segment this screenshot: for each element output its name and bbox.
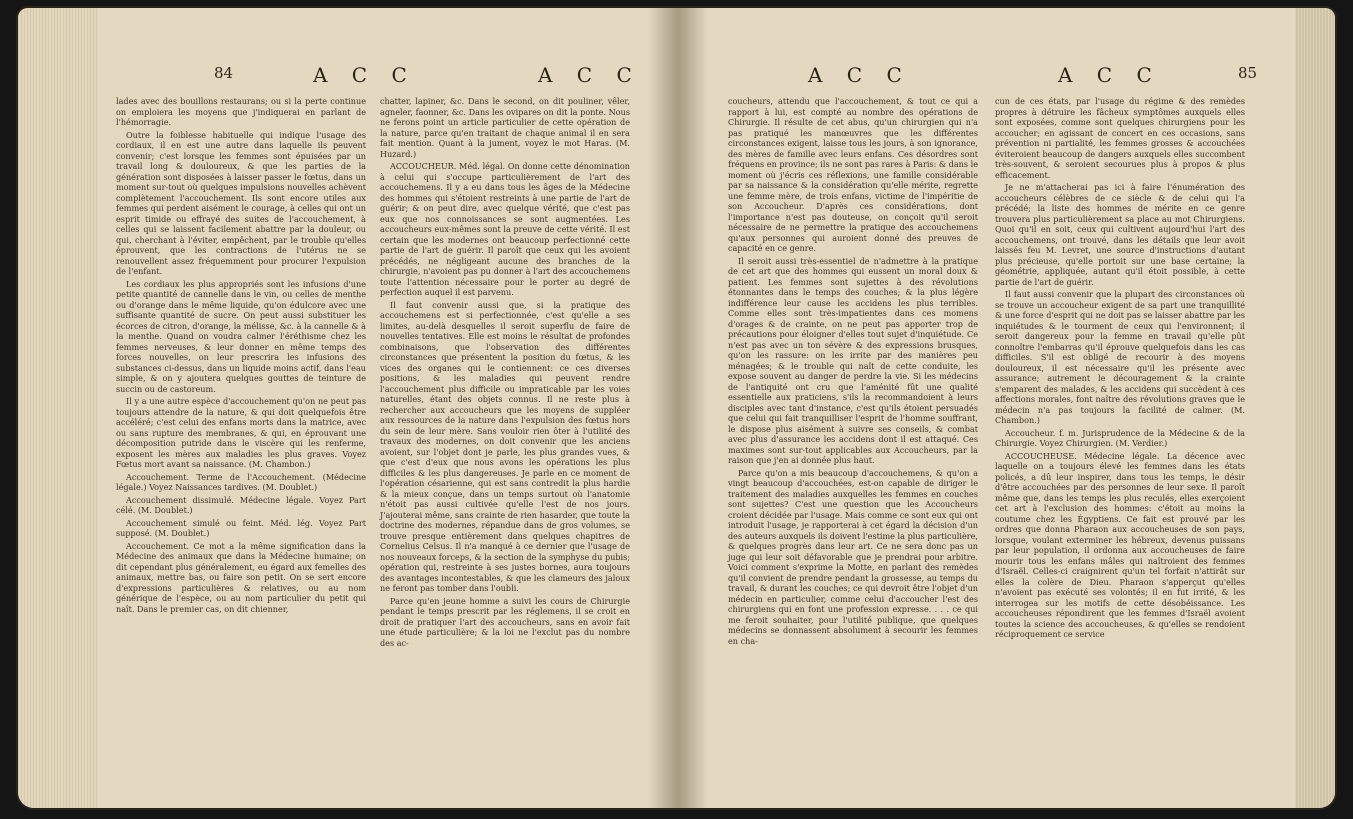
paragraph: chatter, lapiner, &c. Dans le second, on dit pouliner, vêler, agneler, faonner, &c. Dans les ovipares on dit la ponte. Nous ne ferons point un article particulier de cette opération de la nature, parce qu'en traitant de chaque animal il en sera fait mention. Quant à la jument, voyez le mot Haras. (M. Huzard.): [380, 96, 630, 159]
running-head-left-col2: A C C: [538, 63, 641, 87]
paragraph: Il seroit aussi très-essentiel de n'admettre à la pratique de cet art que des hommes qui eussent un moral doux & patient. Les femmes sont sujettes à des révolutions étonnantes dans le temps des couches; & la plus légère indifférence leur cause les accidens les plus terribles. Comme elles sont très-impatientes dans ces momens d'orages & de crainte, on ne peut pas apporter trop de précautions pour éloigner d'elles tout sujet d'inquiétude. Ce n'est pas avec un ton sévère & des expressions brusques, qu'on les rassure: on les irrite par des manières peu ménagées; & le trouble qui naît de cette conduite, les expose souvent au danger de perdre la vie. Si les médecins de l'antiquité ont cru que l'aménité fût une qualité essentielle aux praticiens, s'ils la recommandoient à leurs disciples avec tant d'instance, c'est qu'ils étoient persuadés que celui qui fait tranquilliser l'esprit de l'homme souffrant, le dispose plus aisément à suivre ses conseils, & combat avec plus d'assurance les accidens dont il est attaqué. Ces maximes sont sur-tout applicables aux Accoucheurs, par la raison que j'en ai donnée plus haut.: [728, 255, 978, 465]
paragraph: Accouchement. Ce mot a la même signification dans la Médecine des animaux que dans la Médecine humaine; on dit cependant plus généralement, eu égard aux femelles des animaux, mettre bas, ou faire son petit. On se sert encore d'expressions particulières & relatives, ou au nom générique de l'espèce, ou au nom particulier du petit qui naît. Dans le premier cas, on dit chienner,: [116, 540, 366, 614]
page-edge-right: [1295, 8, 1335, 808]
right-page-column-2: [995, 96, 1245, 642]
paragraph: coucheurs, attendu que l'accouchement, & tout ce qui a rapport à lui, est compté au nombre des opérations de Chirurgie. Il résulte de cet abus, qu'un chirurgien qui n'a pas pratiqué les manœuvres que les différentes circonstances exigent, laisse tous les jours, à son ignorance, des mères de famille avec leurs enfans. Ces désordres sont fréquens en province; ils ne sont pas rares à Paris: & dans le moment où j'écris ces réflexions, une famille considérable par sa naissance & la considération qu'elle mérite, regrette une femme mère, de trois enfans, victime de l'impéritie de son Accoucheur. D'après ces considérations, dont l'importance n'est pas douteuse, on conçoit qu'il seroit nécessaire de ne permettre la pratique des accouchemens qu'aux personnes qui auroient donné des preuves de capacité en ce genre.: [728, 96, 978, 253]
paragraph: ACCOUCHEUSE. Médecine légale. La décence avec laquelle on a toujours élevé les femmes dans les états policés, a dû leur inspirer, dans tous les temps, le désir d'être accouchées par des personnes de leur sexe. Il paroît même que, dans les temps les plus reculés, elles exerçoient cet art à l'exclusion des hommes: c'étoit au moins la coutume chez les Égyptiens. Ce fait est prouvé par les ordres que donna Pharaon aux accoucheuses de son pays, lorsque, voulant exterminer les hébreux, devenus puissans par leur population, il ordonna aux accoucheuses de faire mourir tous les enfans mâles qui naîtroient des femmes d'Israël. Celles-ci craignirent qu'un tel forfait n'attirât sur elles la colère de Dieu. Pharaon s'apperçut qu'elles n'avoient pas exécuté ses volontés; il en fut irrité, & les interrogea sur les motifs de cette désobéissance. Les accoucheuses répondirent que les femmes d'Israël avoient toutes la science des accoucheuses, & qu'elles se rendoient réciproquement ce service: [995, 450, 1245, 639]
book-spread: [18, 8, 1335, 808]
paragraph: ACCOUCHEUR. Méd. légal. On donne cette dénomination à celui qui s'occupe particulièrement de l'art des accouchemens. Il y a eu dans tous les âges de la Médecine des hommes qui s'étoient restreints à une partie de l'art de guérir; & on peut dire, avec quelque vérité, que c'est pas eux que nos connoissances se sont augmentées. Les accoucheurs eux-mêmes sont la preuve de cette vérité. Il est certain que les modernes ont beaucoup perfectionné cette partie de l'art de guérir. Il paroît que ceux qui les avoient précédés, ne négligeant aucune des branches de la chirurgie, n'avoient pas pu donner à l'art des accouchemens toute l'attention nécessaire pour le porter au degré de perfection auquel il est parvenu.: [380, 161, 630, 297]
paragraph: cun de ces états, par l'usage du régime & des remèdes propres à détruire les fâcheux symptômes auxquels elles sont exposées, comme sont quelques chirurgiens pour les accoucher; en agissant de concert en ces occasions, sans prévention ni partialité, les femmes grosses & accouchées éviteroient beaucoup de dangers auxquels elles succombent très-souvent, & seroient secourues plus à propos & plus efficacement.: [995, 96, 1245, 180]
paragraph: Il y a une autre espèce d'accouchement qu'on ne peut pas toujours attendre de la nature, & qui doit quelquefois être accéléré; c'est celui des enfans morts dans la matrice, avec ou sans rupture des membranes, & qui, en éprouvant une décomposition putride dans le viscère qui les renferme, exposent les mères aux maladies les plus graves. Voyez Fœtus mort avant sa naissance. (M. Chambon.): [116, 396, 366, 469]
page-number-left: 84: [214, 64, 234, 82]
paragraph: Accouchement dissimulé. Médecine légale. Voyez Part célé. (M. Doublet.): [116, 494, 366, 515]
page-number-right: 85: [1238, 64, 1258, 82]
paragraph: Les cordiaux les plus appropriés sont les infusions d'une petite quantité de cannelle dans le vin, ou celles de menthe ou d'orange dans le même liquide, qu'on édulcore avec une suffisante quantité de sucre. On peut aussi substituer les écorces de citron, d'orange, la mélisse, &c. à la cannelle & à la menthe. Quand on voudra calmer l'éréthisme chez les femmes nerveuses, & leur donner en même temps des forces nouvelles, on leur prescrira les infusions des substances ci-dessus, dans un liquide moins actif, dans l'eau simple, & on y ajoutera quelques gouttes de teinture de succin ou de castoreum.: [116, 278, 366, 394]
paragraph: Parce qu'on a mis beaucoup d'accouchemens, & qu'on a vingt beaucoup d'accouchées, est-on capable de diriger le traitement des maladies auxquelles les femmes en couches sont sujettes? C'est une question que les Accoucheurs croient décidée par l'usage. Mais comme ce sont eux qui ont introduit l'usage, je rapporterai à cet égard la décision d'un des auteurs auxquels ils doivent l'estime la plus particulière, & quelques progrès dans leur art. Ce ne sera donc pas un juge qui leur soit défavorable que je prendrai pour arbitre. Voici comment s'exprime la Motte, en parlant des remèdes qu'il convient de prendre pendant la grossesse, au temps du travail, & durant les couches; ce qui devroit être l'objet d'un médecin en particulier, comme celui d'accoucher l'est des chirurgiens qui en font une profession expresse. . . . ce qui me feroit souhaiter, pour l'utilité publique, que quelques médecins se donnassent absolument à secourir les femmes en cha-: [728, 467, 978, 646]
paragraph: Il faut convenir aussi que, si la pratique des accouchemens est si perfectionnée, c'est qu'elle a ses limites, au-delà desquelles il seroit superflu de faire de nouvelles tentatives. Elle est moins le résultat de profondes combinaisons, que l'observation des différentes circonstances que présentent la position du fœtus, & les vices des organes qui le contiennent: ce ces diverses positions, & les maladies qui peuvent rendre l'accouchement plus difficile ou impraticable par les voies naturelles, étant des objets connus. Il ne reste plus à rechercher aux accoucheurs que les moyens de suppléer aux ressources de la nature dans l'expulsion des fœtus hors du sein de leur mère. Sans vouloir rien ôter à l'utilité des travaux des modernes, on doit convenir que les anciens avoient, sur l'objet dont je parle, les plus grandes vues, & que c'est d'eux que nous avons les opérations les plus difficiles & les plus dangereuses. Je parle en ce moment de l'opération césarienne, qui est sans contredit la plus hardie & la mieux conçue, dans un temps surtout où l'anatomie n'étoit pas aussi cultivée qu'elle l'est de nos jours. J'ajouterai même, sans crainte de rien hasarder, que toute la doctrine des modernes, répandue dans de gros volumes, se trouve presque entièrement dans quelques chapitres de Cornelius Celsus. Il n'a manqué à ce dernier que l'usage de nos nouveaux forceps, & la section de la symphyse du pubis; opération qui, restreinte à ses justes bornes, aura toujours des avantages incontestables, & que les clameurs des jaloux ne feront pas tomber dans l'oubli.: [380, 299, 630, 593]
running-head-left-col1: A C C: [313, 63, 416, 87]
running-head-right-col2: A C C: [1058, 63, 1161, 87]
paragraph: lades avec des bouillons restaurans; ou si la perte continue on emploiera les moyens que j'indiquerai en parlant de l'hémorragie.: [116, 96, 366, 127]
left-page-column-2: [380, 96, 630, 650]
right-page-column-1: [728, 96, 978, 648]
paragraph: Je ne m'attacherai pas ici à faire l'énumération des accoucheurs célèbres de ce siècle & de celui qui l'a précédé; la liste des hommes de mérite en ce genre trouvera plus particulièrement sa place au mot Chirurgiens. Quoi qu'il en soit, ceux qui cultivent aujourd'hui l'art des accouchemens, ont trouvé, dans les détails que leur avoit laissés feu M. Levret, une source d'instructions d'autant plus précieuse, qu'elle portoit sur une base certaine; la géométrie, appliquée, autant qu'il étoit possible, à cette partie de l'art de guérir.: [995, 182, 1245, 287]
paragraph: Accouchement. Terme de l'Accouchement. (Médecine légale.) Voyez Naissances tardives. (M. Doublet.): [116, 471, 366, 492]
left-page-column-1: [116, 96, 366, 616]
paragraph: Accouchement simulé ou feint. Méd. lég. Voyez Part supposé. (M. Doublet.): [116, 517, 366, 538]
paragraph: Parce qu'en jeune homme a suivi les cours de Chirurgie pendant le temps prescrit par les réglemens, il se croit en droit de pratiquer l'art des accoucheurs, sans en avoir fait une étude particulière; & la loi ne l'exclut pas du nombre des ac-: [380, 595, 630, 648]
left-page: [18, 8, 679, 808]
right-page: [678, 8, 1335, 808]
paragraph: Il faut aussi convenir que la plupart des circonstances où se trouve un accoucheur exigent de sa part une tranquillité & une force d'esprit qui ne doit pas se laisser abattre par les inquiétudes & le tourment de ceux qui l'environnent; il seroit dangereux pour la femme en travail qu'elle pût connoître l'embarras qu'il éprouve quelquefois dans les cas difficiles. S'il est obligé de recourir à des moyens douloureux, il est nécessaire qu'il les présente avec assurance; autrement le découragement & la crainte s'emparent des malades, & les accidens qui succèdent à ces affections morales, font naître des révolutions graves que le médecin n'a pas toujours la facilité de calmer. (M. Chambon.): [995, 289, 1245, 425]
page-edge-left: [18, 8, 98, 808]
paragraph: Outre la foiblesse habituelle qui indique l'usage des cordiaux, il en est une autre dans laquelle ils peuvent convenir; c'est lorsque les femmes sont épuisées par un travail long & douloureux, & que les parties de la génération sont disposées à laisser passer le fœtus, dans un moment sur-tout où quelques impulsions nouvelles achèvent complètement l'accouchement. Ils sont encore utiles aux femmes qui perdent aisément le courage, à celles qui ont un esprit timide ou effrayé des suites de l'accouchement, à celles qui se laissent facilement abattre par la douleur, ou qui, cherchant à l'éviter, empêchent, par le trouble qu'elles éprouvent, que les contractions de l'utérus ne se renouvellent assez fréquemment pour procurer l'expulsion de l'enfant.: [116, 129, 366, 276]
paragraph: Accoucheur. f. m. Jurisprudence de la Médecine & de la Chirurgie. Voyez Chirurgien. (M. Verdier.): [995, 427, 1245, 448]
running-head-right-col1: A C C: [808, 63, 911, 87]
